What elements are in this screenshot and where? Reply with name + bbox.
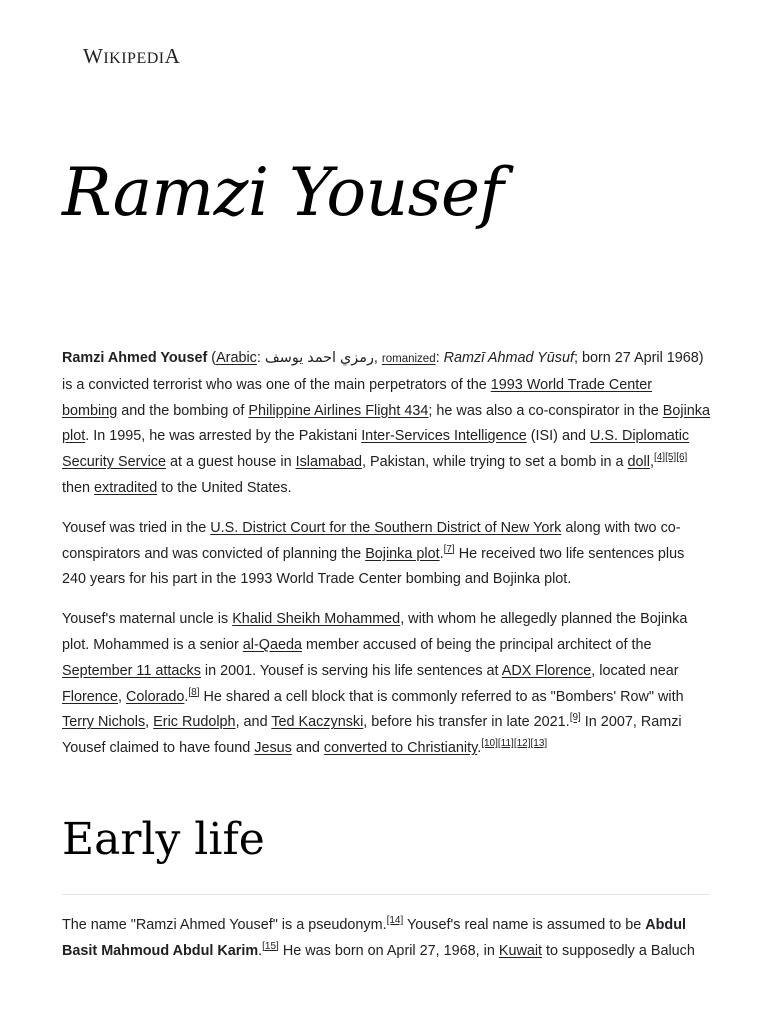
text: Yousef's real name is assumed to be bbox=[403, 916, 646, 933]
link-1993-wtc-bombing[interactable]: 1993 World Trade Center bombing bbox=[62, 376, 653, 419]
citation-link[interactable]: [9] bbox=[569, 712, 581, 724]
text: , bbox=[373, 350, 382, 366]
text: . bbox=[184, 688, 189, 705]
wikipedia-logo[interactable] bbox=[83, 44, 180, 69]
text: , Pakistan, while trying to set a bomb in a bbox=[361, 454, 628, 471]
link-islamabad[interactable]: Islamabad bbox=[295, 454, 362, 471]
section-heading-early-life: Early life bbox=[62, 813, 265, 865]
arabic-name: رمزي احمد يوسف bbox=[264, 350, 374, 366]
logo-middle-letters: IKIPEDI bbox=[103, 50, 165, 67]
link-jesus[interactable]: Jesus bbox=[254, 740, 292, 757]
citation-link[interactable]: [10] bbox=[481, 738, 498, 750]
text: , bbox=[649, 454, 654, 471]
link-philippine-airlines-434[interactable]: Philippine Airlines Flight 434 bbox=[248, 402, 429, 419]
text: along with two co-conspirators and was convicted of planning the bbox=[62, 519, 681, 562]
text: then bbox=[62, 479, 95, 496]
text: He was born on April 27, 1968, in bbox=[278, 942, 499, 959]
citation-12[interactable] bbox=[514, 738, 531, 749]
text: and bbox=[291, 740, 324, 757]
text: . bbox=[439, 545, 444, 562]
text: Yousef was tried in the bbox=[62, 519, 211, 536]
text: to supposedly a Baluch bbox=[542, 942, 695, 959]
link-converted-to-christianity[interactable]: converted to Christianity bbox=[323, 740, 478, 757]
text: , with whom he allegedly planned the Bojinka plot. Mohammed is a senior bbox=[62, 611, 688, 653]
citation-13[interactable] bbox=[531, 738, 548, 749]
text: . bbox=[258, 942, 263, 959]
text: and the bombing of bbox=[117, 402, 249, 419]
citation-9[interactable] bbox=[570, 713, 581, 724]
citation-link[interactable]: [4] bbox=[653, 452, 666, 464]
text: to the United States. bbox=[157, 479, 292, 496]
link-ted-kaczynski[interactable]: Ted Kaczynski bbox=[271, 714, 364, 731]
link-isi[interactable]: Inter-Services Intelligence bbox=[361, 428, 527, 445]
text: Yousef's maternal uncle is bbox=[62, 611, 233, 628]
citation-11[interactable] bbox=[498, 738, 514, 749]
link-florence[interactable]: Florence bbox=[62, 688, 118, 705]
text: The name "Ramzi Ahmed Yousef" is a pseudonym. bbox=[62, 916, 387, 933]
citation-link[interactable]: [15] bbox=[262, 940, 279, 952]
citation-6[interactable] bbox=[676, 452, 687, 463]
text: ; he was also a co-conspirator in the bbox=[428, 402, 663, 419]
paragraph-family-prison bbox=[62, 607, 710, 762]
text: . bbox=[477, 740, 482, 757]
logo-last-letter: A bbox=[164, 44, 181, 68]
link-doll[interactable]: doll bbox=[627, 454, 650, 471]
citation-link[interactable]: [5] bbox=[665, 452, 677, 464]
link-extradited[interactable]: extradited bbox=[94, 479, 158, 496]
link-kuwait[interactable]: Kuwait bbox=[498, 942, 543, 959]
section-divider bbox=[62, 894, 710, 895]
text: : bbox=[435, 350, 444, 366]
citation-8[interactable] bbox=[188, 687, 199, 698]
text: . In 1995, he was arrested by the Pakistani bbox=[85, 428, 362, 445]
citation-link[interactable]: [13] bbox=[530, 738, 548, 750]
link-bojinka-plot[interactable]: Bojinka plot bbox=[365, 545, 440, 562]
link-arabic[interactable]: Arabic bbox=[216, 350, 257, 366]
text: , located near bbox=[591, 662, 679, 679]
text: in 2001. Yousef is serving his life sentences at bbox=[200, 662, 502, 679]
text: at a guest house in bbox=[165, 454, 296, 471]
link-diplomatic-security-service[interactable]: U.S. Diplomatic Security Service bbox=[62, 428, 690, 471]
text: , bbox=[145, 714, 154, 731]
text: member accused of being the principal architect of the bbox=[301, 636, 652, 653]
text: , bbox=[118, 688, 126, 705]
text: ( bbox=[207, 350, 217, 366]
citation-15[interactable] bbox=[262, 941, 279, 952]
citation-link[interactable]: [12] bbox=[513, 738, 531, 750]
text: He shared a cell block that is commonly referred to as "Bombers' Row" with bbox=[199, 688, 684, 705]
citation-link[interactable]: [6] bbox=[676, 452, 688, 464]
link-al-qaeda[interactable]: al-Qaeda bbox=[242, 636, 302, 653]
link-romanized[interactable]: romanized bbox=[381, 353, 436, 365]
citation-10[interactable] bbox=[481, 738, 498, 749]
citation-7[interactable] bbox=[444, 544, 455, 555]
romanized-name: Ramzī Ahmad Yūsuf bbox=[443, 350, 574, 366]
link-terry-nichols[interactable]: Terry Nichols bbox=[62, 714, 146, 731]
citation-4[interactable] bbox=[654, 452, 665, 463]
page-title: Ramzi Yousef bbox=[62, 154, 504, 231]
link-adx-florence[interactable]: ADX Florence bbox=[501, 662, 592, 679]
paragraph-intro bbox=[62, 346, 710, 502]
text: He received two life sentences plus 240 years for his part in the 1993 World Trade Center bombing and Bojinka plot. bbox=[62, 545, 685, 588]
link-district-court[interactable]: U.S. District Court for the Southern District of New York bbox=[210, 519, 562, 536]
text: , and bbox=[235, 714, 272, 731]
logo-first-letter: W bbox=[83, 44, 104, 68]
link-khalid-sheikh-mohammed[interactable]: Khalid Sheikh Mohammed bbox=[232, 611, 401, 628]
citation-link[interactable]: [7] bbox=[443, 543, 455, 555]
real-name-bold: Abdul Basit Mahmoud Abdul Karim bbox=[62, 916, 686, 959]
link-eric-rudolph[interactable]: Eric Rudolph bbox=[153, 714, 236, 731]
citation-link[interactable]: [8] bbox=[188, 686, 200, 698]
paragraph-early-life bbox=[62, 913, 710, 965]
link-september-11-attacks[interactable]: September 11 attacks bbox=[62, 662, 201, 679]
text: , before his transfer in late 2021. bbox=[363, 714, 570, 731]
citation-link[interactable]: [11] bbox=[497, 738, 514, 750]
text: (ISI) and bbox=[526, 428, 590, 445]
citation-link[interactable]: [14] bbox=[386, 915, 404, 927]
text: ; born 27 April 1968) is a convicted terrorist who was one of the main perpetrators of the bbox=[62, 350, 704, 393]
link-bojinka-plot[interactable]: Bojinka plot bbox=[62, 402, 710, 445]
article-body bbox=[62, 346, 710, 979]
citation-14[interactable] bbox=[387, 915, 404, 926]
citation-5[interactable] bbox=[665, 452, 676, 463]
text: : bbox=[256, 350, 265, 366]
link-colorado[interactable]: Colorado bbox=[126, 688, 185, 705]
paragraph-trial bbox=[62, 516, 710, 593]
text: In 2007, Ramzi Yousef claimed to have found bbox=[62, 714, 682, 757]
subject-name-bold: Ramzi Ahmed Yousef bbox=[62, 350, 208, 366]
